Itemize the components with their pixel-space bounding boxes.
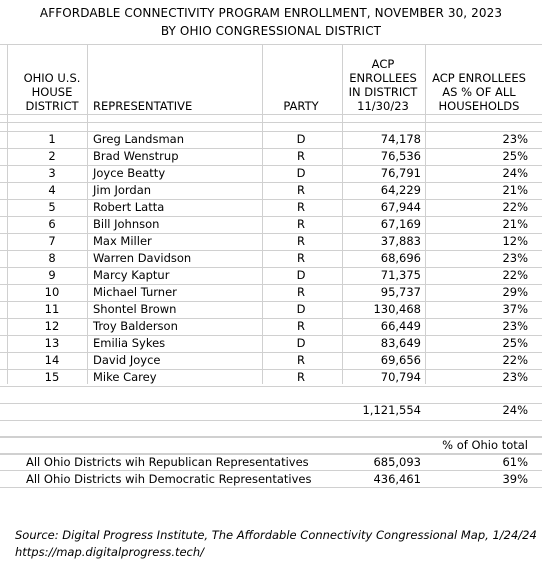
header-pct [425,71,533,113]
summary-pct-republican: 61% [502,455,528,469]
row-district: 9 [48,268,56,282]
row-district: 12 [44,319,60,333]
row-enrollees: 68,696 [380,251,421,265]
row-enrollees: 66,449 [380,319,421,333]
row-party: D [296,336,306,350]
row-party: D [296,302,306,316]
summary-pct-democratic: 39% [502,472,528,486]
row-district: 13 [44,336,60,350]
row-enrollees: 64,229 [380,183,421,197]
row-party: D [296,166,306,180]
grid-hline [0,250,542,251]
row-district: 10 [44,285,60,299]
header-district-line: HOUSE [31,85,73,99]
grid-vline [87,44,88,384]
grid-hline [0,44,542,45]
source-url: https://map.digitalprogress.tech/ [15,545,205,559]
header-pct-line: ACP ENROLLEES [432,71,526,85]
row-enrollees: 67,944 [380,200,421,214]
row-party: R [297,319,305,333]
grid-vline [262,44,263,384]
row-pct: 25% [502,149,528,163]
row-party: R [297,353,305,367]
grid-vline [342,44,343,384]
row-pct: 12% [502,234,528,248]
grid-hline [0,352,542,353]
header-pct-line: HOUSEHOLDS [438,99,520,113]
row-pct: 21% [502,183,528,197]
row-party: R [297,183,305,197]
row-enrollees: 76,791 [380,166,421,180]
grid-hline [0,131,542,132]
row-district: 5 [48,200,56,214]
grid-hline [0,182,542,183]
row-district: 1 [48,132,56,146]
row-party: R [297,370,305,384]
title-line-2: BY OHIO CONGRESSIONAL DISTRICT [160,24,382,38]
row-district: 4 [48,183,56,197]
row-representative: Michael Turner [93,285,177,299]
row-district: 2 [48,149,56,163]
grid-hline [0,114,542,115]
title-line-1: AFFORDABLE CONNECTIVITY PROGRAM ENROLLMENT, NOVEMBER 30, 2023 [39,6,503,20]
row-pct: 22% [502,200,528,214]
row-representative: Shontel Brown [93,302,177,316]
row-pct: 25% [502,336,528,350]
summary-label-democratic: All Ohio Districts wih Democratic Representatives [26,472,312,486]
row-pct: 23% [502,251,528,265]
row-pct: 24% [502,166,528,180]
grid-hline [0,122,542,123]
row-party: R [297,251,305,265]
source-line: Source: Digital Progress Institute, The Affordable Connectivity Congressional Map, 1/24/24 [15,528,537,542]
row-representative: Mike Carey [93,370,157,384]
header-district [8,71,96,113]
row-representative: Emilia Sykes [93,336,166,350]
row-pct: 29% [502,285,528,299]
row-enrollees: 67,169 [380,217,421,231]
row-pct: 37% [502,302,528,316]
row-enrollees: 70,794 [380,370,421,384]
row-pct: 22% [502,353,528,367]
header-enrollees-line: ACP [371,57,395,71]
grid-vline [7,44,8,384]
row-representative: Warren Davidson [93,251,192,265]
header-party: PARTY [283,99,319,113]
grid-hline [0,453,542,454]
grid-hline [0,437,542,438]
header-enrollees-line: ENROLLEES [349,71,417,85]
grid-hline [0,403,542,404]
row-pct: 23% [502,319,528,333]
row-district: 8 [48,251,56,265]
grid-hline [0,199,542,200]
header-district-line: DISTRICT [25,99,79,113]
row-representative: Robert Latta [93,200,165,214]
header-pct-line: AS % OF ALL [442,85,516,99]
row-representative: Troy Balderson [93,319,178,333]
header-enrollees [343,57,423,113]
row-representative: Brad Wenstrup [93,149,179,163]
row-party: R [297,217,305,231]
grid-hline [0,454,542,455]
row-party: R [297,285,305,299]
row-enrollees: 83,649 [380,336,421,350]
summary-label-republican: All Ohio Districts wih Republican Representatives [26,455,309,469]
row-enrollees: 76,536 [380,149,421,163]
row-party: D [296,132,306,146]
total-enrollees: 1,121,554 [362,403,421,417]
header-enrollees-line: 11/30/23 [357,99,409,113]
grid-hline [0,318,542,319]
row-enrollees: 69,656 [380,353,421,367]
grid-hline [0,420,542,421]
grid-hline [0,335,542,336]
row-enrollees: 37,883 [380,234,421,248]
summary-enrollees-democratic: 436,461 [373,472,421,486]
row-representative: Jim Jordan [93,183,152,197]
grid-hline [0,301,542,302]
row-district: 15 [44,370,60,384]
total-pct: 24% [502,403,528,417]
row-representative: Marcy Kaptur [93,268,170,282]
grid-hline [0,216,542,217]
grid-hline [0,233,542,234]
grid-hline [0,165,542,166]
row-representative: Bill Johnson [93,217,160,231]
row-pct: 23% [502,370,528,384]
grid-hline [0,436,542,437]
row-pct: 22% [502,268,528,282]
row-representative: David Joyce [93,353,161,367]
row-pct: 23% [502,132,528,146]
grid-hline [0,487,542,488]
row-party: D [296,268,306,282]
row-pct: 21% [502,217,528,231]
row-party: R [297,234,305,248]
grid-hline [0,369,542,370]
grid-hline [0,284,542,285]
row-representative: Max Miller [93,234,152,248]
row-district: 3 [48,166,56,180]
header-enrollees-line: IN DISTRICT [348,85,418,99]
grid-vline [425,44,426,384]
summary-enrollees-republican: 685,093 [373,455,421,469]
grid-hline [0,386,542,387]
row-district: 6 [48,217,56,231]
source-note [15,527,537,561]
header-representative: REPRESENTATIVE [93,99,193,113]
row-party: R [297,149,305,163]
row-representative: Joyce Beatty [93,166,166,180]
row-representative: Greg Landsman [93,132,184,146]
row-district: 14 [44,353,60,367]
row-enrollees: 71,375 [380,268,421,282]
row-enrollees: 130,468 [373,302,421,316]
row-enrollees: 74,178 [380,132,421,146]
ohio-total-label: % of Ohio total [442,438,528,452]
row-enrollees: 95,737 [380,285,421,299]
header-district-line: OHIO U.S. [23,71,81,85]
row-party: R [297,200,305,214]
row-district: 7 [48,234,56,248]
grid-hline [0,267,542,268]
row-district: 11 [44,302,60,316]
grid-hline [0,470,542,471]
grid-hline [0,148,542,149]
